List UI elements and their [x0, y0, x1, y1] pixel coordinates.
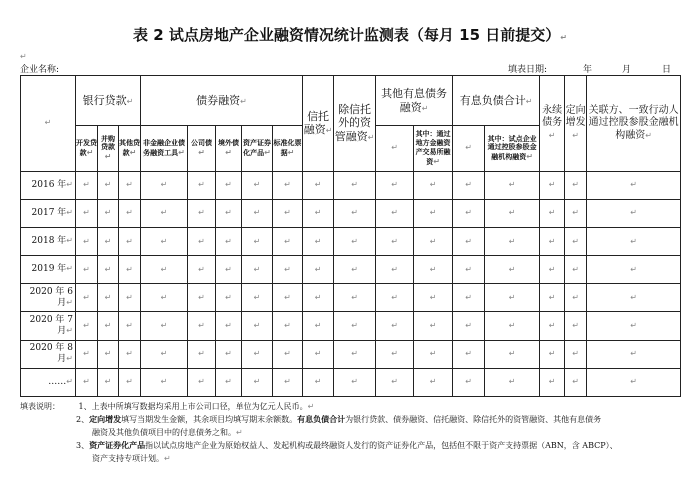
data-cell[interactable]: ↵ — [216, 284, 242, 312]
data-cell[interactable]: ↵ — [540, 368, 565, 396]
paragraph-mark: ↵ — [20, 52, 27, 61]
table-row — [21, 227, 681, 255]
data-cell[interactable]: ↵ — [119, 312, 141, 340]
data-cell[interactable]: ↵ — [119, 368, 141, 396]
data-cell[interactable]: ↵ — [76, 227, 98, 255]
data-cell[interactable]: ↵ — [565, 227, 587, 255]
note-line-3: 3、资产证券化产品指以试点房地产企业为原始权益人、发起机构或最终融资人发行的资产证券化产品，包括但不限于资产支持票据（ABN，含 ABCP）、 — [76, 440, 618, 450]
data-cell[interactable]: ↵ — [540, 227, 565, 255]
data-cell[interactable]: ↵ — [485, 368, 540, 396]
data-cell[interactable]: ↵ — [273, 312, 303, 340]
data-cell[interactable]: ↵ — [76, 256, 98, 284]
data-cell[interactable]: ↵ — [76, 368, 98, 396]
table-row — [21, 256, 681, 284]
data-cell[interactable]: ↵ — [303, 284, 334, 312]
data-cell[interactable]: ↵ — [453, 227, 485, 255]
data-cell[interactable]: ↵ — [334, 340, 376, 368]
data-cell[interactable]: ↵ — [453, 284, 485, 312]
data-cell[interactable]: ↵ — [334, 171, 376, 199]
subheader-other-loan: 其他贷款↵ — [119, 126, 141, 171]
date-year-label: 年 — [583, 65, 593, 75]
data-cell[interactable]: ↵ — [216, 171, 242, 199]
row-label: 2017 年↵ — [21, 199, 76, 227]
data-cell[interactable]: ↵ — [119, 171, 141, 199]
data-cell[interactable]: ↵ — [540, 312, 565, 340]
data-cell[interactable]: ↵ — [414, 171, 453, 199]
data-cell[interactable]: ↵ — [188, 368, 216, 396]
data-cell[interactable]: ↵ — [216, 312, 242, 340]
data-cell[interactable]: ↵ — [334, 312, 376, 340]
data-cell[interactable]: ↵ — [188, 340, 216, 368]
table-row — [21, 368, 681, 396]
data-cell[interactable]: ↵ — [98, 368, 119, 396]
data-cell[interactable]: ↵ — [587, 227, 681, 255]
data-cell[interactable]: ↵ — [273, 284, 303, 312]
data-cell[interactable]: ↵ — [334, 199, 376, 227]
data-cell[interactable]: ↵ — [273, 340, 303, 368]
data-cell[interactable]: ↵ — [453, 171, 485, 199]
data-cell[interactable]: ↵ — [376, 284, 414, 312]
data-cell[interactable]: ↵ — [141, 368, 188, 396]
data-cell[interactable]: ↵ — [273, 368, 303, 396]
data-cell[interactable]: ↵ — [188, 284, 216, 312]
data-cell[interactable]: ↵ — [453, 256, 485, 284]
note-line-2-cont: 融资及其他负债项目中的付息债务之和。↵ — [92, 428, 243, 437]
data-cell[interactable]: ↵ — [453, 312, 485, 340]
data-cell[interactable]: ↵ — [485, 171, 540, 199]
data-cell[interactable]: ↵ — [98, 340, 119, 368]
subheader-overseas-bond: 境外债↵ — [216, 126, 242, 171]
data-cell[interactable]: ↵ — [414, 312, 453, 340]
data-cell[interactable]: ↵ — [587, 199, 681, 227]
data-cell[interactable]: ↵ — [414, 340, 453, 368]
subheader-interest-total-blank: ↵ — [453, 126, 485, 171]
data-cell[interactable]: ↵ — [141, 227, 188, 255]
data-cell[interactable]: ↵ — [188, 199, 216, 227]
data-cell[interactable]: ↵ — [334, 368, 376, 396]
subheader-standardized-note: 标准化票据↵ — [273, 126, 303, 171]
data-cell[interactable]: ↵ — [216, 199, 242, 227]
fill-date-label: 填表日期: — [508, 65, 548, 75]
data-cell[interactable]: ↵ — [98, 199, 119, 227]
row-label: 2019 年↵ — [21, 256, 76, 284]
data-cell[interactable]: ↵ — [141, 171, 188, 199]
data-cell[interactable]: ↵ — [188, 227, 216, 255]
header-private-placement: 定向增发↵ — [565, 76, 587, 172]
data-cell[interactable]: ↵ — [242, 199, 273, 227]
row-label: ……↵ — [21, 368, 76, 396]
data-cell[interactable]: ↵ — [565, 199, 587, 227]
data-cell[interactable]: ↵ — [376, 312, 414, 340]
data-cell[interactable]: ↵ — [98, 312, 119, 340]
row-label: 2020 年 8 月↵ — [21, 340, 76, 368]
data-cell[interactable]: ↵ — [334, 256, 376, 284]
data-cell[interactable]: ↵ — [376, 227, 414, 255]
note-line-2: 2、定向增发填写当期发生金额，其余项目均填写期末余额数。有息负债合计为银行贷款、债券融资、信托融资、除信托外的资管融资、其他有息债务 — [76, 414, 602, 424]
data-cell[interactable]: ↵ — [303, 199, 334, 227]
data-cell[interactable]: ↵ — [453, 368, 485, 396]
data-cell[interactable]: ↵ — [587, 256, 681, 284]
data-cell[interactable]: ↵ — [303, 368, 334, 396]
note-3-term-abs: 资产证券化产品 — [89, 440, 146, 450]
data-cell[interactable]: ↵ — [485, 199, 540, 227]
data-cell[interactable]: ↵ — [119, 199, 141, 227]
data-cell[interactable]: ↵ — [540, 340, 565, 368]
data-cell[interactable]: ↵ — [242, 312, 273, 340]
data-cell[interactable]: ↵ — [303, 312, 334, 340]
data-cell[interactable]: ↵ — [273, 227, 303, 255]
data-cell[interactable]: ↵ — [273, 171, 303, 199]
row-label: 2020 年 6 月↵ — [21, 284, 76, 312]
data-cell[interactable]: ↵ — [76, 340, 98, 368]
header-asset-management-financing: 除信托外的资管融资↵ — [334, 76, 376, 172]
data-cell[interactable]: ↵ — [587, 368, 681, 396]
data-cell[interactable]: ↵ — [453, 199, 485, 227]
data-cell[interactable]: ↵ — [303, 256, 334, 284]
data-cell[interactable]: ↵ — [485, 284, 540, 312]
subheader-other-debt-blank: ↵ — [376, 126, 414, 171]
data-cell[interactable]: ↵ — [303, 171, 334, 199]
note-line-1: 填表说明： 1、上表中所填写数据均采用上市公司口径，单位为亿元人民币。↵ — [20, 402, 315, 411]
data-cell[interactable]: ↵ — [119, 256, 141, 284]
subheader-local-exchange-financing: 其中：通过地方金融资产交易所融资↵ — [414, 126, 453, 171]
data-cell[interactable]: ↵ — [119, 284, 141, 312]
data-cell[interactable]: ↵ — [242, 284, 273, 312]
note-2-term-interest-total: 有息负债合计 — [297, 414, 346, 424]
row-label: 2020 年 7 月↵ — [21, 312, 76, 340]
subheader-nonfinancial-debt-instrument: 非金融企业债务融资工具↵ — [141, 126, 188, 171]
data-cell[interactable]: ↵ — [216, 340, 242, 368]
data-cell[interactable]: ↵ — [565, 256, 587, 284]
data-cell[interactable]: ↵ — [141, 340, 188, 368]
subheader-development-loan: 开发贷款↵ — [76, 126, 98, 171]
data-cell[interactable]: ↵ — [119, 227, 141, 255]
data-cell[interactable]: ↵ — [414, 284, 453, 312]
data-cell[interactable]: ↵ — [587, 284, 681, 312]
data-cell[interactable]: ↵ — [98, 171, 119, 199]
header-bond-financing: 债券融资↵ — [141, 76, 303, 126]
data-cell[interactable]: ↵ — [98, 284, 119, 312]
data-cell[interactable]: ↵ — [216, 227, 242, 255]
table-row — [21, 284, 681, 312]
meta-row — [20, 62, 680, 74]
data-cell[interactable]: ↵ — [303, 340, 334, 368]
header-perpetual-debt: 永续债务↵ — [540, 76, 565, 172]
header-related-party-financing: 关联方、一致行动人通过控股参股金融机构融资↵ — [587, 76, 681, 172]
subheader-controlled-institution-financing: 其中：试点企业通过控股参股金融机构融资↵ — [485, 126, 540, 171]
note-2-term-private-placement: 定向增发 — [89, 414, 122, 424]
data-cell[interactable]: ↵ — [540, 171, 565, 199]
data-cell[interactable]: ↵ — [242, 256, 273, 284]
data-cell[interactable]: ↵ — [334, 284, 376, 312]
corner-cell: ↵ — [21, 76, 76, 172]
data-cell[interactable]: ↵ — [565, 368, 587, 396]
notes-label: 填表说明： — [20, 402, 60, 411]
header-trust-financing: 信托融资↵ — [303, 76, 334, 172]
data-cell[interactable]: ↵ — [76, 312, 98, 340]
data-cell[interactable]: ↵ — [216, 256, 242, 284]
table-row — [21, 199, 681, 227]
financing-table — [20, 75, 681, 397]
data-cell[interactable]: ↵ — [540, 256, 565, 284]
company-name-label: 企业名称: — [20, 65, 60, 75]
data-cell[interactable]: ↵ — [376, 340, 414, 368]
data-cell[interactable]: ↵ — [188, 312, 216, 340]
data-cell[interactable]: ↵ — [188, 256, 216, 284]
header-interest-debt-total: 有息负债合计↵ — [453, 76, 540, 126]
data-cell[interactable]: ↵ — [376, 368, 414, 396]
data-cell[interactable]: ↵ — [587, 171, 681, 199]
date-day-label: 日 — [662, 65, 672, 75]
header-bank-loan: 银行贷款↵ — [76, 76, 141, 126]
data-cell[interactable]: ↵ — [376, 256, 414, 284]
data-cell[interactable]: ↵ — [565, 312, 587, 340]
header-other-debt: 其他有息债务融资↵ — [376, 76, 453, 126]
note-line-3-cont: 资产支持专项计划。↵ — [92, 454, 171, 463]
data-cell[interactable]: ↵ — [242, 227, 273, 255]
data-cell[interactable]: ↵ — [141, 199, 188, 227]
data-cell[interactable]: ↵ — [242, 171, 273, 199]
subheader-abs-product: 资产证券化产品↵ — [242, 126, 273, 171]
data-cell[interactable]: ↵ — [414, 227, 453, 255]
data-cell[interactable]: ↵ — [414, 199, 453, 227]
data-cell[interactable]: ↵ — [242, 368, 273, 396]
table-row — [21, 171, 681, 199]
subheader-corporate-bond: 公司债↵ — [188, 126, 216, 171]
data-cell[interactable]: ↵ — [414, 368, 453, 396]
data-cell[interactable]: ↵ — [141, 256, 188, 284]
data-cell[interactable]: ↵ — [334, 227, 376, 255]
data-cell[interactable]: ↵ — [98, 227, 119, 255]
data-cell[interactable]: ↵ — [303, 227, 334, 255]
data-cell[interactable]: ↵ — [119, 340, 141, 368]
data-cell[interactable]: ↵ — [98, 256, 119, 284]
data-cell[interactable]: ↵ — [141, 284, 188, 312]
data-cell[interactable]: ↵ — [453, 340, 485, 368]
data-cell[interactable]: ↵ — [540, 284, 565, 312]
data-cell[interactable]: ↵ — [414, 256, 453, 284]
table-row — [21, 312, 681, 340]
data-cell[interactable]: ↵ — [242, 340, 273, 368]
data-cell[interactable]: ↵ — [485, 340, 540, 368]
data-cell[interactable]: ↵ — [485, 312, 540, 340]
data-cell[interactable]: ↵ — [188, 171, 216, 199]
data-cell[interactable]: ↵ — [76, 171, 98, 199]
data-cell[interactable]: ↵ — [273, 199, 303, 227]
page-title: 表 2 试点房地产企业融资情况统计监测表（每月 15 日前提交）↵ — [133, 26, 567, 44]
row-label: 2016 年↵ — [21, 171, 76, 199]
row-label: 2018 年↵ — [21, 227, 76, 255]
notes-section — [20, 400, 682, 465]
data-cell[interactable]: ↵ — [587, 340, 681, 368]
data-cell[interactable]: ↵ — [540, 199, 565, 227]
data-cell[interactable]: ↵ — [76, 199, 98, 227]
data-cell[interactable]: ↵ — [485, 227, 540, 255]
data-cell[interactable]: ↵ — [565, 340, 587, 368]
data-cell[interactable]: ↵ — [485, 256, 540, 284]
data-cell[interactable]: ↵ — [587, 312, 681, 340]
subheader-ma-loan: 并购贷款↵ — [98, 126, 119, 171]
note-1: 1、上表中所填写数据均采用上市公司口径，单位为亿元人民币。 — [78, 402, 308, 411]
data-cell[interactable]: ↵ — [376, 199, 414, 227]
data-cell[interactable]: ↵ — [273, 256, 303, 284]
data-cell[interactable]: ↵ — [76, 284, 98, 312]
data-cell[interactable]: ↵ — [141, 312, 188, 340]
data-cell[interactable]: ↵ — [565, 284, 587, 312]
table-row — [21, 340, 681, 368]
data-cell[interactable]: ↵ — [216, 368, 242, 396]
data-cell[interactable]: ↵ — [376, 171, 414, 199]
date-month-label: 月 — [622, 65, 632, 75]
data-cell[interactable]: ↵ — [565, 171, 587, 199]
